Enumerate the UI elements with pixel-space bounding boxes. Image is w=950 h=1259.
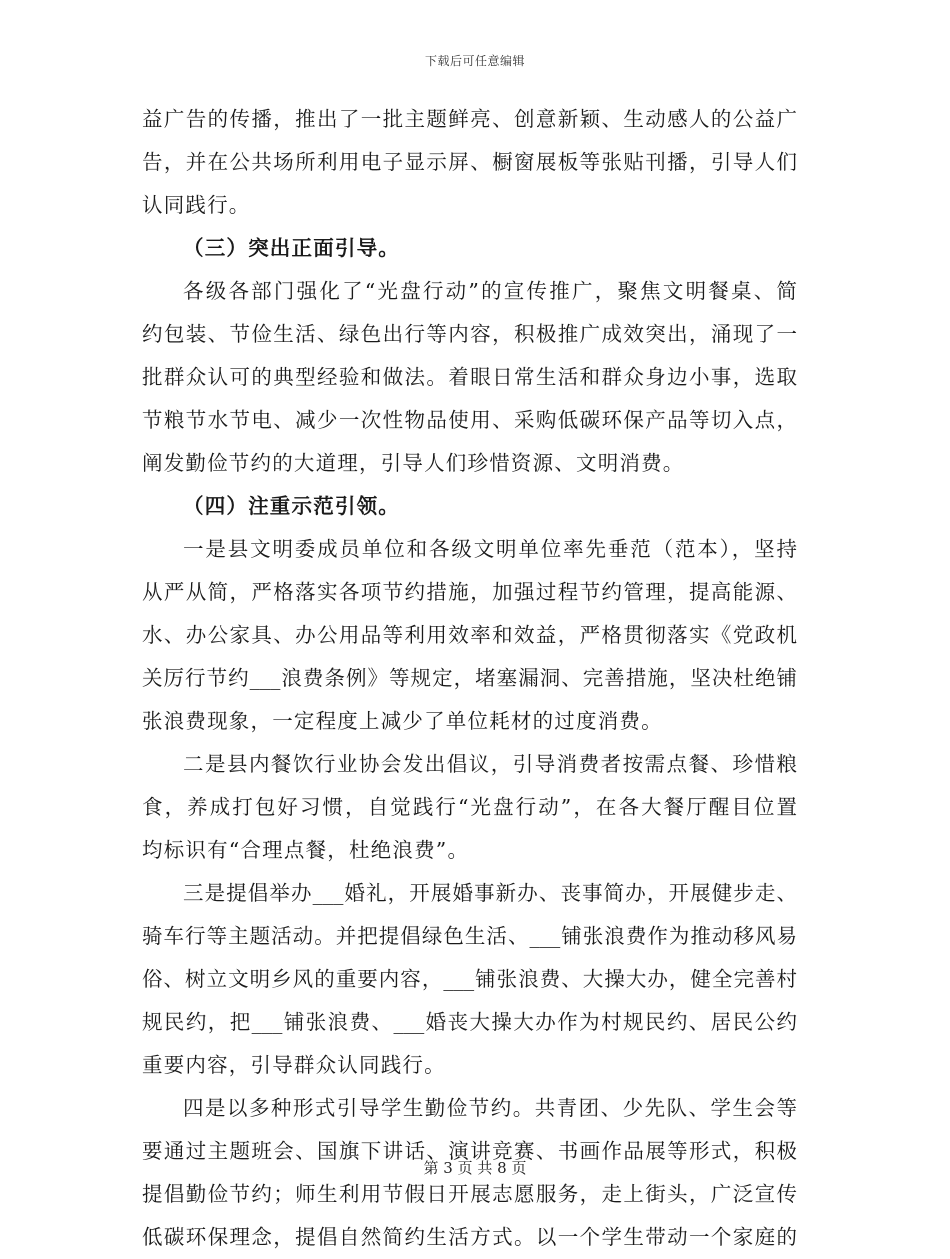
paragraph-line: 批群众认可的典型经验和做法。着眼日常生活和群众身边小事，选取 xyxy=(142,365,797,389)
paragraph-line: 节粮节水节电、减少一次性物品使用、采购低碳环保产品等切入点， xyxy=(142,408,797,432)
paragraph-line: 水、办公家具、办公用品等利用效率和效益，严格贯彻落实《党政机 xyxy=(142,623,797,647)
page-header: 下载后可任意编辑 xyxy=(424,54,525,68)
paragraph-line: 关厉行节约___浪费条例》等规定，堵塞漏洞、完善措施，坚决杜绝铺 xyxy=(142,666,797,690)
paragraph-line: 骑车行等主题活动。并把提倡绿色生活、___铺张浪费作为推动移风易 xyxy=(142,924,797,948)
paragraph-line: 均标识有“合理点餐，杜绝浪费”。 xyxy=(142,838,470,862)
paragraph-line: 张浪费现象，一定程度上减少了单位耗材的过度消费。 xyxy=(142,709,663,733)
paragraph-line: 四是以多种形式引导学生勤俭节约。共青团、少先队、学生会等 xyxy=(183,1096,797,1120)
paragraph-line: 告，并在公共场所利用电子显示屏、橱窗展板等张贴刊播，引导人们 xyxy=(142,150,797,174)
paragraph-line: 食，养成打包好习惯，自觉践行“光盘行动”，在各大餐厅醒目位置 xyxy=(142,795,797,819)
paragraph-line: 提倡勤俭节约；师生利用节假日开展志愿服务，走上街头，广泛宣传 xyxy=(142,1182,797,1206)
section-heading: （四）注重示范引领。 xyxy=(183,494,400,518)
paragraph-line: 要通过主题班会、国旗下讲话、演讲竞赛、书画作品展等形式，积极 xyxy=(142,1139,797,1163)
section-heading: （三）突出正面引导。 xyxy=(183,236,400,260)
paragraph-line: 从严从简，严格落实各项节约措施，加强过程节约管理，提高能源、 xyxy=(142,580,797,604)
paragraph-line: 约包装、节俭生活、绿色出行等内容，积极推广成效突出，涌现了一 xyxy=(142,322,797,346)
paragraph-line: 阐发勤俭节约的大道理，引导人们珍惜资源、文明消费。 xyxy=(142,451,685,475)
paragraph-line: 重要内容，引导群众认同践行。 xyxy=(142,1053,446,1077)
paragraph-line: 三是提倡举办___婚礼，开展婚事新办、丧事简办，开展健步走、 xyxy=(183,881,797,905)
paragraph-line: 低碳环保理念，提倡自然简约生活方式。以一个学生带动一个家庭的 xyxy=(142,1225,797,1249)
paragraph-line: 认同践行。 xyxy=(142,193,251,217)
paragraph-line: 各级各部门强化了“光盘行动”的宣传推广，聚焦文明餐桌、简 xyxy=(183,279,797,303)
paragraph-line: 益广告的传播，推出了一批主题鲜亮、创意新颖、生动感人的公益广 xyxy=(142,107,797,131)
paragraph-line: 规民约，把___铺张浪费、___婚丧大操大办作为村规民约、居民公约 xyxy=(142,1010,797,1034)
paragraph-line: 俗、树立文明乡风的重要内容，___铺张浪费、大操大办，健全完善村 xyxy=(142,967,797,991)
document-body xyxy=(142,98,797,1259)
page-number-footer: 第 3 页 共 8 页 xyxy=(423,1159,527,1177)
paragraph-line: 一是县文明委成员单位和各级文明单位率先垂范（范本），坚持 xyxy=(183,537,797,561)
paragraph-line: 二是县内餐饮行业协会发出倡议，引导消费者按需点餐、珍惜粮 xyxy=(183,752,797,776)
